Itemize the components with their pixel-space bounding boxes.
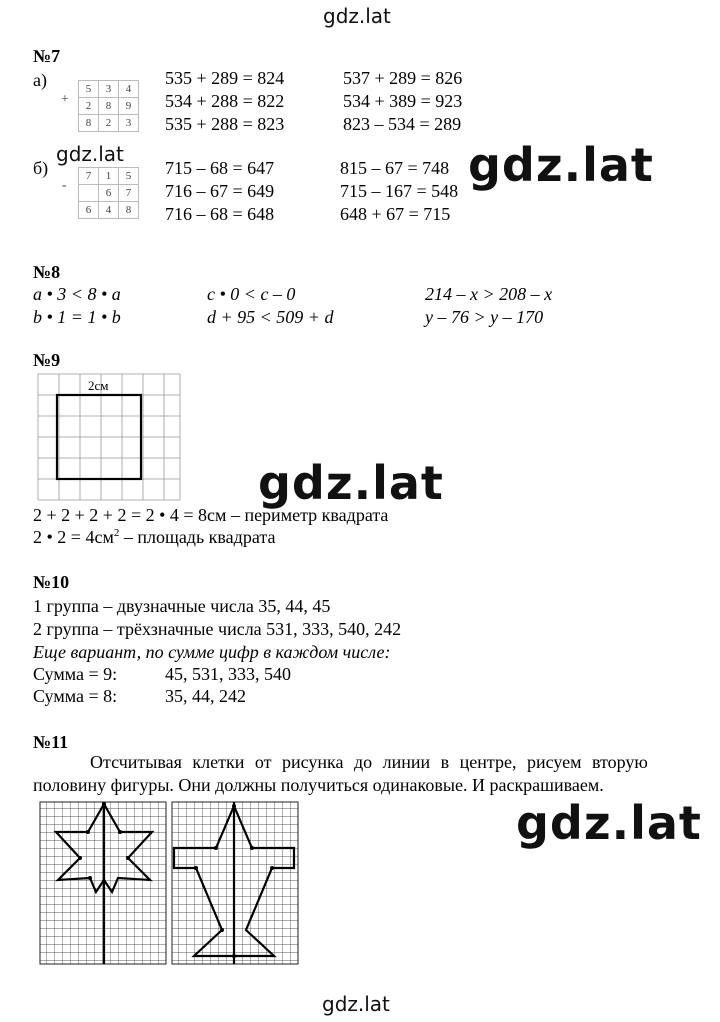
column-addition-grid (78, 80, 139, 132)
plane-figure-drawing (170, 800, 300, 966)
watermark-big-1: gdz.lat (468, 138, 654, 192)
sum-8-values: 35, 44, 242 (165, 686, 246, 706)
instruction-line-2: половину фигуры. Они должны получиться одинаковые. И раскрашиваем. (33, 775, 604, 795)
sum-9-label: Сумма = 9: (33, 664, 118, 684)
area-sup: 2 (113, 527, 120, 539)
square-side-label: 2см (88, 378, 109, 393)
task-7a-label: а) (33, 70, 47, 90)
eq-7a-1-1: 535 + 289 = 824 (165, 68, 285, 88)
eq-7a-2-3: 823 – 534 = 289 (343, 114, 462, 134)
grid-row: 8 2 3 (79, 115, 139, 132)
eq-7b-1-1: 715 – 68 = 647 (165, 158, 275, 178)
perimeter-line: 2 + 2 + 2 + 2 = 2 • 4 = 8см – периметр квадрата (33, 505, 389, 525)
eq-7a-1-2: 534 + 288 = 822 (165, 91, 285, 111)
eq-7a-1-3: 535 + 288 = 823 (165, 114, 285, 134)
grid-row: 6 4 8 (79, 202, 139, 219)
eq-7b-2-3: 648 + 67 = 715 (340, 204, 451, 224)
eq-7b-2-2: 715 – 167 = 548 (340, 181, 459, 201)
star-figure-drawing (38, 800, 168, 966)
ineq-2-3: y – 76 > y – 170 (425, 307, 544, 327)
ineq-1-3: 214 – x > 208 – x (425, 284, 553, 304)
task-9-title: №9 (33, 350, 61, 370)
grid-row: 5 3 4 (79, 81, 139, 98)
watermark-big-2: gdz.lat (258, 456, 444, 510)
task-8-title: №8 (33, 262, 61, 282)
watermark-small-inline: gdz.lat (56, 142, 124, 166)
plus-sign: + (61, 92, 69, 107)
area-main: 2 • 2 = 4см (33, 527, 114, 547)
sum-8-label: Сумма = 8: (33, 686, 118, 706)
ineq-1-2: c • 0 < c – 0 (207, 284, 296, 304)
grid-row: 7 1 5 (79, 168, 139, 185)
area-line (33, 527, 275, 548)
eq-7b-1-2: 716 – 67 = 649 (165, 181, 275, 201)
ineq-2-1: b • 1 = 1 • b (33, 307, 121, 327)
watermark-bottom: gdz.lat (322, 992, 390, 1016)
sum-9-values: 45, 531, 333, 540 (165, 664, 291, 684)
grid-row: 2 8 9 (79, 98, 139, 115)
eq-7b-2-1: 815 – 67 = 748 (340, 158, 450, 178)
task-7b-label: б) (33, 158, 49, 178)
ineq-1-1: a • 3 < 8 • a (33, 284, 121, 304)
group-2-line: 2 группа – трёхзначные числа 531, 333, 540, 242 (33, 619, 402, 639)
watermark-big-3: gdz.lat (516, 796, 702, 850)
ineq-2-2: d + 95 < 509 + d (207, 307, 334, 327)
group-1-line: 1 группа – двузначные числа 35, 44, 45 (33, 596, 331, 616)
minus-sign: - (62, 178, 67, 193)
task-7-title: №7 (33, 46, 61, 66)
instruction-line-1: Отсчитывая клетки от рисунка до линии в центре, рисуем вторую (90, 752, 648, 772)
eq-7a-2-2: 534 + 389 = 923 (343, 91, 463, 111)
grid-row: 6 7 (79, 185, 139, 202)
task-11-title: №11 (33, 732, 69, 752)
eq-7a-2-1: 537 + 289 = 826 (343, 68, 463, 88)
grid-square-drawing (35, 371, 183, 503)
variant-line: Еще вариант, по сумме цифр в каждом числе: (33, 642, 391, 662)
eq-7b-1-3: 716 – 68 = 648 (165, 204, 275, 224)
column-subtraction-grid (78, 167, 139, 219)
task-10-title: №10 (33, 572, 70, 592)
area-rest: – площадь квадрата (119, 527, 276, 547)
watermark-top: gdz.lat (323, 4, 391, 28)
